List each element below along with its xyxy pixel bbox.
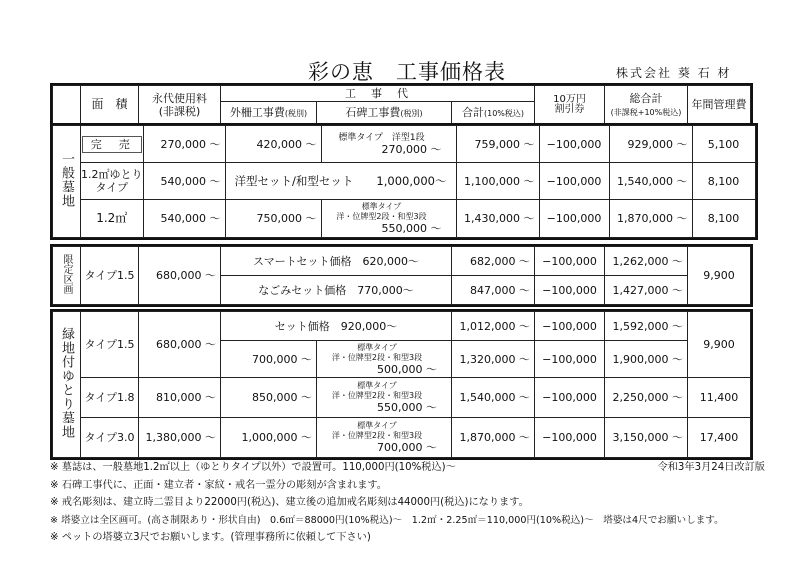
header-blank	[53, 86, 81, 124]
cell-area: タイプ1.8	[81, 378, 139, 418]
note-4: ※ 塔婆立は全区画可。(高さ制限あり・形状自由) 0.6㎡＝88000円(10%税込)～ 1.2㎡・2.25㎡＝110,000円(10%税込)～ 塔婆は4尺でお願いします。	[50, 514, 724, 526]
cell-area: タイプ3.0	[81, 418, 139, 458]
cell-annual: 5,100	[692, 126, 755, 163]
header-stone	[317, 102, 452, 124]
stone-note-2: 洋・位牌型2段・和型3段	[336, 212, 427, 221]
area-label-2: タイプ	[95, 181, 128, 194]
table-row	[53, 126, 756, 163]
header-annual: 年間管理費	[688, 86, 751, 124]
note-3: ※ 戒名彫刻は、建立時二霊目より22000円(税込)、建立後の追加戒名彫刻は44000円(税込)になります。	[50, 497, 529, 508]
stone-value: 270,000 ～	[381, 142, 442, 156]
cell-total: 1,540,000 ～	[452, 378, 535, 418]
stone-note: 標準タイプ 洋型1段	[338, 132, 425, 143]
cell-discount: −100,000	[535, 378, 605, 418]
page-title: 彩の恵 工事価格表	[308, 60, 506, 84]
cell-annual: 9,900	[688, 247, 751, 305]
table-row	[53, 200, 756, 238]
stone-value: 500,000 ～	[377, 362, 437, 376]
cell-discount: −100,000	[535, 276, 605, 305]
cell-annual: 8,100	[692, 163, 755, 200]
note-2: ※ 石碑工事代に、正面・建立者・家紋・戒名一霊分の彫刻が含まれます。	[50, 479, 387, 491]
cell-discount: −100,000	[539, 200, 609, 238]
note-5: ※ ペットの塔婆立3尺でお願いします。(管理事務所に依頼して下さい)	[50, 532, 371, 543]
header-area: 面 積	[81, 86, 139, 124]
cell-set: スマートセット価格 620,000～	[221, 247, 452, 276]
stone-note: 標準タイプ	[361, 202, 402, 211]
cell-total: 1,100,000 ～	[456, 163, 539, 200]
stone-note-2: 洋・位牌型2段・和型3段	[331, 431, 423, 440]
cell-fence: 420,000 ～	[225, 126, 321, 163]
cell-total: 1,430,000 ～	[456, 200, 539, 238]
cell-fence: 1,000,000 ～	[221, 418, 317, 458]
cell-annual: 8,100	[692, 200, 755, 238]
note-1	[50, 459, 765, 477]
cell-grand: 1,427,000 ～	[605, 276, 688, 305]
header-perpetual-sub: (非課税)	[158, 104, 201, 118]
cell-total: 759,000 ～	[456, 126, 539, 163]
cell-perpetual: 680,000 ～	[139, 247, 221, 305]
area-label: 1.2㎡ゆとり	[81, 168, 143, 181]
cell-grand: 1,870,000 ～	[609, 200, 692, 238]
cell-discount: −100,000	[539, 126, 609, 163]
cell-perpetual: 540,000 ～	[143, 163, 225, 200]
general-table	[52, 125, 756, 238]
cell-fence: 750,000 ～	[225, 200, 321, 238]
cell-perpetual: 810,000 ～	[139, 378, 221, 418]
cell-total: 682,000 ～	[452, 247, 535, 276]
cell-grand: 1,592,000 ～	[605, 312, 688, 341]
stone-note: 標準タイプ	[357, 381, 397, 390]
cell-set: セット価格 920,000～	[221, 312, 452, 341]
header-discount-sub: 割引券	[554, 103, 585, 115]
cell-set: 洋型セット/和型セット 1,000,000～	[225, 163, 456, 200]
table-row	[53, 312, 751, 341]
stone-note: 標準タイプ	[357, 421, 397, 430]
cell-perpetual: 270,000 ～	[143, 126, 225, 163]
cell-total: 1,012,000 ～	[452, 312, 535, 341]
cell-grand: 3,150,000 ～	[605, 418, 688, 458]
header-perpetual	[139, 86, 221, 124]
cell-area	[81, 126, 144, 163]
cell-perpetual: 680,000 ～	[139, 312, 221, 378]
cell-discount: −100,000	[535, 312, 605, 341]
section-limited-label: 限定区画	[61, 254, 72, 294]
cell-stone	[321, 126, 456, 163]
cell-discount: −100,000	[535, 418, 605, 458]
table-row	[53, 247, 751, 276]
section-limited	[53, 247, 81, 305]
stone-note-2: 洋・位牌型2段・和型3段	[331, 391, 423, 400]
section-green-label: 緑地付ゆとり墓地	[59, 327, 74, 439]
stone-value: 550,000 ～	[377, 401, 437, 414]
cell-area	[81, 163, 144, 200]
cell-stone	[317, 418, 452, 458]
cell-total: 1,320,000 ～	[452, 341, 535, 378]
sold-out-badge: 完 売	[82, 136, 142, 153]
stone-value: 550,000 ～	[381, 222, 442, 235]
green-table	[52, 311, 751, 458]
cell-grand: 1,262,000 ～	[605, 247, 688, 276]
header-construction: 工 事 代	[221, 86, 535, 102]
header-fence	[221, 102, 317, 124]
section-green	[53, 312, 81, 458]
notes	[50, 459, 765, 547]
cell-discount: −100,000	[535, 341, 605, 378]
table-row	[53, 163, 756, 200]
header-total	[452, 102, 535, 124]
header-grand	[605, 86, 688, 124]
cell-annual: 17,400	[688, 418, 751, 458]
cell-set: なごみセット価格 770,000～	[221, 276, 452, 305]
cell-total: 1,870,000 ～	[452, 418, 535, 458]
cell-grand: 1,900,000 ～	[605, 341, 688, 378]
stone-value: 700,000 ～	[377, 441, 437, 454]
cell-area: タイプ1.5	[81, 247, 139, 305]
header-stone-sub: (税別)	[400, 109, 423, 118]
cell-annual: 9,900	[688, 312, 751, 378]
header-discount	[535, 86, 605, 124]
cell-fence: 850,000 ～	[221, 378, 317, 418]
header-stone-label: 石碑工事費	[345, 106, 401, 119]
cell-stone	[317, 341, 452, 378]
header-discount-label: 10万円	[553, 93, 586, 105]
cell-grand: 2,250,000 ～	[605, 378, 688, 418]
stone-note: 標準タイプ	[357, 342, 397, 352]
cell-area: 1.2㎡	[81, 200, 144, 238]
company-name: 株式会社 葵 石 材	[616, 66, 732, 80]
cell-stone	[317, 378, 452, 418]
header-total-sub: (10%税込)	[483, 109, 525, 118]
revision-date: 令和3年3月24日改訂版	[657, 462, 765, 473]
stone-note-2: 洋・位牌型2段・和型3段	[331, 352, 423, 362]
cell-perpetual: 540,000 ～	[143, 200, 225, 238]
header-fence-label: 外柵工事費	[229, 106, 285, 119]
note-text: ※ 墓誌は、一般墓地1.2㎡以上（ゆとりタイプ以外）で設置可。110,000円(10%税込)～	[50, 462, 456, 473]
cell-annual: 11,400	[688, 378, 751, 418]
cell-discount: −100,000	[539, 163, 609, 200]
header-table	[52, 85, 751, 124]
header-perpetual-label: 永代使用料	[152, 91, 207, 105]
cell-perpetual: 1,380,000 ～	[139, 418, 221, 458]
cell-area: タイプ1.5	[81, 312, 139, 378]
cell-total: 847,000 ～	[452, 276, 535, 305]
cell-stone	[321, 200, 456, 238]
header-total-label: 合計	[461, 106, 484, 119]
header-grand-label: 総合計	[629, 91, 663, 105]
section-general-label: 一般墓地	[59, 152, 74, 208]
cell-grand: 929,000 ～	[609, 126, 692, 163]
table-row	[53, 378, 751, 418]
section-general	[53, 126, 81, 238]
cell-discount: −100,000	[535, 247, 605, 276]
header-grand-sub: (非課税+10%税込)	[610, 107, 682, 117]
cell-fence: 700,000 ～	[221, 341, 317, 378]
limited-table	[52, 246, 751, 305]
header-fence-sub: (税別)	[284, 109, 308, 118]
cell-grand: 1,540,000 ～	[609, 163, 692, 200]
table-row	[53, 418, 751, 458]
